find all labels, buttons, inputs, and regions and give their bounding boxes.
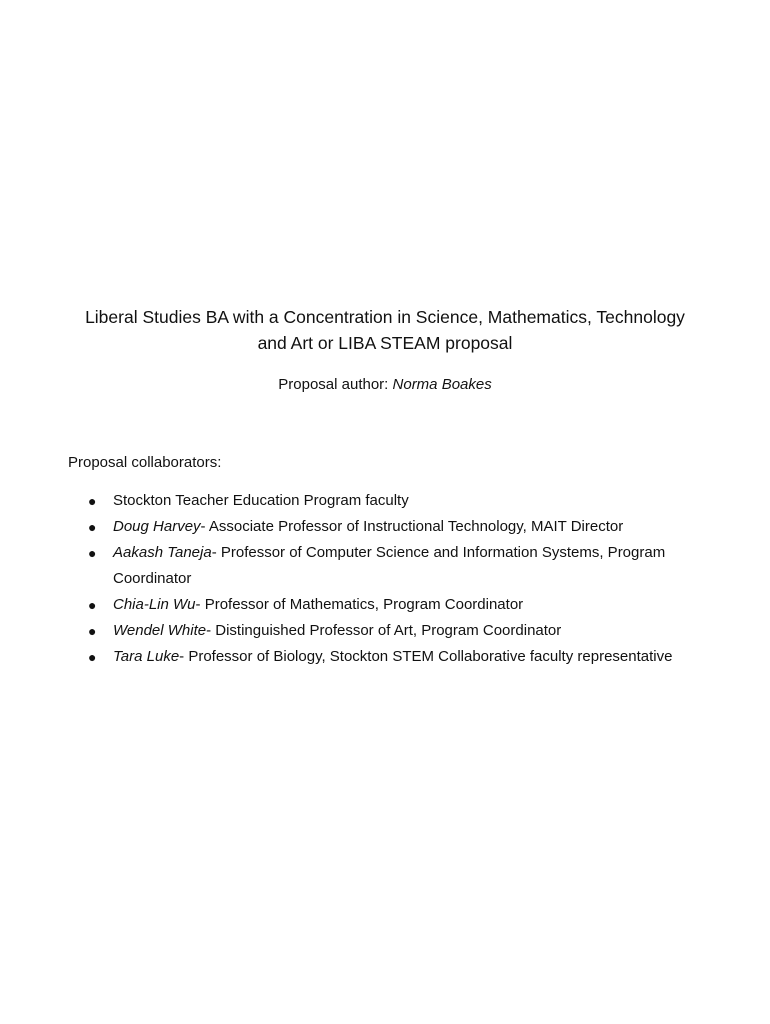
author-name: Norma Boakes <box>392 376 492 393</box>
bullet-icon: ● <box>88 597 97 613</box>
proposal-author <box>40 374 730 396</box>
collaborators-list <box>68 488 708 670</box>
bullet-icon: ● <box>88 519 97 535</box>
collaborator-description: - Professor of Biology, Stockton STEM Collaborative faculty representative <box>179 648 673 665</box>
list-item <box>68 644 708 670</box>
title-line-1: Liberal Studies BA with a Concentration in Science, Mathematics, Technology <box>85 307 685 327</box>
list-item <box>68 488 708 514</box>
collaborators-heading: Proposal collaborators: <box>68 454 222 471</box>
list-item <box>68 514 708 540</box>
collaborator-description: Stockton Teacher Education Program faculty <box>113 492 409 509</box>
list-item <box>68 592 708 618</box>
document-title <box>40 304 730 356</box>
collaborator-name: Tara Luke <box>113 648 180 665</box>
title-line-2: and Art or LIBA STEAM proposal <box>257 333 513 353</box>
collaborator-description: - Professor of Computer Science and Information Systems, Program Coordinator <box>113 544 666 587</box>
collaborator-name: Doug Harvey <box>113 518 201 535</box>
collaborator-name: Aakash Taneja <box>113 544 212 561</box>
list-item <box>68 540 708 592</box>
collaborator-description: - Professor of Mathematics, Program Coordinator <box>195 596 524 613</box>
bullet-icon: ● <box>88 545 97 561</box>
collaborator-name: Wendel White <box>113 622 207 639</box>
bullet-icon: ● <box>88 493 97 509</box>
collaborator-name: Chia-Lin Wu <box>113 596 196 613</box>
bullet-icon: ● <box>88 623 97 639</box>
collaborator-description: - Distinguished Professor of Art, Program Coordinator <box>206 622 562 639</box>
collaborator-description: - Associate Professor of Instructional Technology, MAIT Director <box>200 518 624 535</box>
bullet-icon: ● <box>88 649 97 665</box>
author-label: Proposal author: <box>278 376 393 393</box>
list-item <box>68 618 708 644</box>
